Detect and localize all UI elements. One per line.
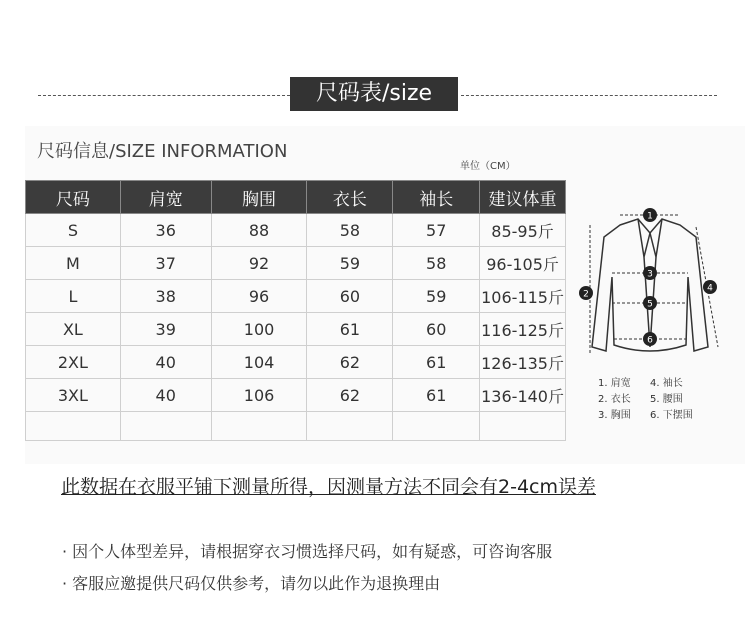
column-header: 肩宽 xyxy=(120,181,211,214)
table-row xyxy=(26,247,566,280)
marker-label: 6 xyxy=(647,335,653,346)
diagram-legend xyxy=(598,376,702,424)
table-cell: 88 xyxy=(211,214,307,247)
table-cell: 92 xyxy=(211,247,307,280)
table-row xyxy=(26,280,566,313)
table-cell: 136-140斤 xyxy=(480,379,566,412)
marker-label: 2 xyxy=(583,289,589,300)
table-cell: 61 xyxy=(307,313,393,346)
jacket-illustration xyxy=(592,219,708,351)
legend-item: 6. 下摆围 xyxy=(650,410,693,421)
size-table xyxy=(25,180,566,441)
marker-4 xyxy=(703,280,717,294)
table-cell: S xyxy=(26,214,121,247)
table-cell: 96 xyxy=(211,280,307,313)
table-cell: 100 xyxy=(211,313,307,346)
table-cell: 40 xyxy=(120,379,211,412)
table-cell: 59 xyxy=(307,247,393,280)
page-title: 尺码表/size xyxy=(290,77,458,111)
size-info-title: 尺码信息/SIZE INFORMATION xyxy=(37,141,288,162)
legend-item: 5. 腰围 xyxy=(650,394,683,405)
legend-row xyxy=(598,376,702,392)
table-cell: 57 xyxy=(393,214,480,247)
table-cell: 39 xyxy=(120,313,211,346)
table-cell: 59 xyxy=(393,280,480,313)
marker-3 xyxy=(643,266,657,280)
legend-row xyxy=(598,408,702,424)
table-cell: 85-95斤 xyxy=(480,214,566,247)
tip-item: · 因个人体型差异，请根据穿衣习惯选择尺码，如有疑惑，可咨询客服 xyxy=(62,542,553,561)
table-cell: 116-125斤 xyxy=(480,313,566,346)
marker-5 xyxy=(643,296,657,310)
tip-item: · 客服应邀提供尺码仅供参考，请勿以此作为退换理由 xyxy=(62,574,441,593)
marker-label: 5 xyxy=(647,299,653,310)
table-cell: L xyxy=(26,280,121,313)
marker-2 xyxy=(579,286,593,300)
table-header-row xyxy=(26,181,566,214)
column-header: 袖长 xyxy=(393,181,480,214)
legend-item: 2. 衣长 xyxy=(598,394,631,405)
marker-1 xyxy=(643,208,657,222)
legend-item: 1. 肩宽 xyxy=(598,378,631,389)
column-header: 胸围 xyxy=(211,181,307,214)
legend-item: 3. 胸围 xyxy=(598,410,631,421)
table-cell: 106-115斤 xyxy=(480,280,566,313)
table-cell: M xyxy=(26,247,121,280)
unit-label: 单位（CM） xyxy=(460,161,516,172)
table-cell: 3XL xyxy=(26,379,121,412)
table-row xyxy=(26,346,566,379)
table-cell: 60 xyxy=(307,280,393,313)
table-cell: 61 xyxy=(393,379,480,412)
column-header: 尺码 xyxy=(26,181,121,214)
table-cell: 62 xyxy=(307,379,393,412)
table-cell: 62 xyxy=(307,346,393,379)
legend-item: 4. 袖长 xyxy=(650,378,683,389)
tips-list xyxy=(62,536,552,600)
table-cell: 104 xyxy=(211,346,307,379)
marker-label: 3 xyxy=(647,269,653,280)
title-divider-left xyxy=(38,95,290,96)
table-cell: 96-105斤 xyxy=(480,247,566,280)
table-cell: 58 xyxy=(393,247,480,280)
table-row-empty xyxy=(26,412,566,441)
table-cell: 36 xyxy=(120,214,211,247)
table-cell: 58 xyxy=(307,214,393,247)
table-cell: 37 xyxy=(120,247,211,280)
table-cell: 2XL xyxy=(26,346,121,379)
measurement-note: 此数据在衣服平铺下测量所得，因测量方法不同会有2-4cm误差 xyxy=(61,476,596,498)
table-cell: 38 xyxy=(120,280,211,313)
table-row xyxy=(26,313,566,346)
table-cell: 60 xyxy=(393,313,480,346)
table-row xyxy=(26,214,566,247)
column-header: 建议体重 xyxy=(480,181,566,214)
title-divider-right xyxy=(461,95,717,96)
table-cell: 40 xyxy=(120,346,211,379)
table-cell: XL xyxy=(26,313,121,346)
marker-label: 4 xyxy=(707,283,713,294)
table-cell: 126-135斤 xyxy=(480,346,566,379)
legend-row xyxy=(598,392,702,408)
column-header: 衣长 xyxy=(307,181,393,214)
marker-label: 1 xyxy=(647,211,653,222)
table-cell: 61 xyxy=(393,346,480,379)
table-cell: 106 xyxy=(211,379,307,412)
marker-6 xyxy=(643,332,657,346)
table-row xyxy=(26,379,566,412)
